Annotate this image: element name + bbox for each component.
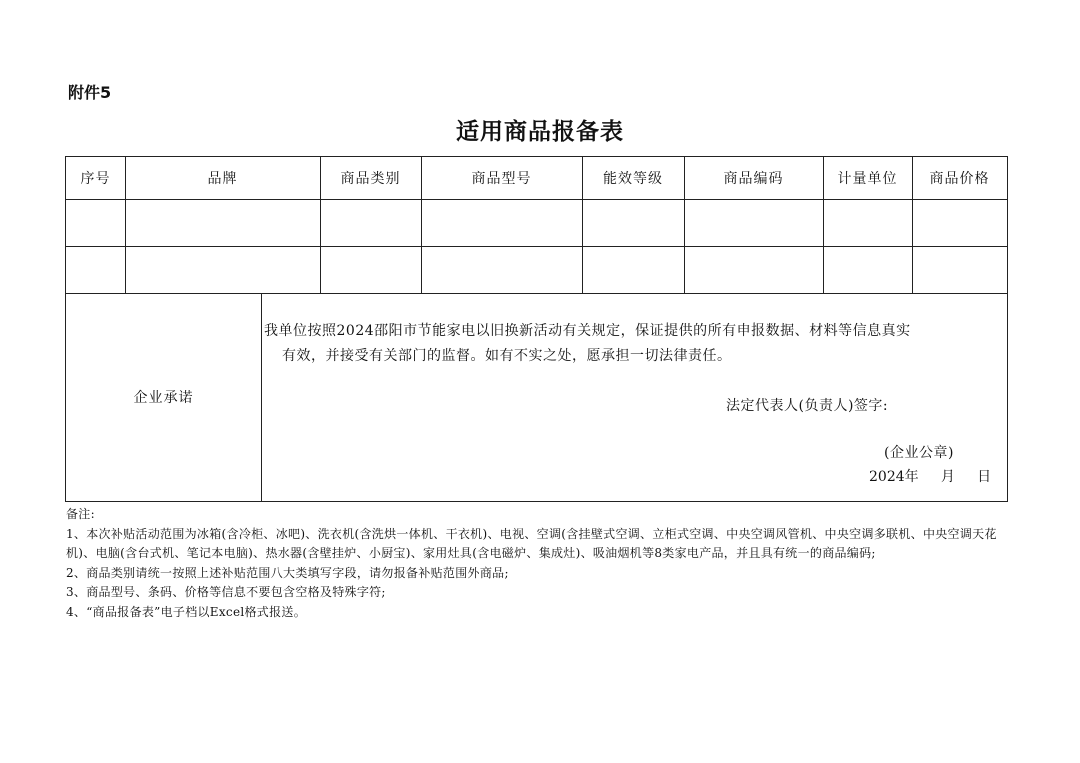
header-index: 序号 [80,171,111,187]
header-price: 商品价格 [929,171,990,187]
header-model: 商品型号 [471,171,532,187]
report-table [65,156,1008,502]
pledge-divider [261,293,262,501]
note-item-4: 4、“商品报备表”电子档以Excel格式报送。 [66,604,306,619]
header-efficiency: 能效等级 [603,171,663,187]
page-title: 适用商品报备表 [456,118,624,145]
seal-label: (企业公章) [884,445,954,461]
note-item-3: 3、商品型号、条码、价格等信息不要包含空格及特殊字符; [66,585,386,599]
row-divider [66,246,1007,247]
date-year: 2024年 [869,469,919,485]
header-code: 商品编码 [723,171,784,187]
notes-heading: 备注: [66,507,95,521]
row-divider [66,199,1007,200]
date-line [869,466,991,486]
signature-label: 法定代表人(负责人)签字: [726,398,889,414]
header-category: 商品类别 [340,171,401,187]
pledge-text [264,319,1006,369]
pledge-label: 企业承诺 [133,390,194,406]
pledge-text-line1: 我单位按照2024邵阳市节能家电以旧换新活动有关规定，保证提供的所有申报数据、材料等信息真实 [264,323,911,339]
header-brand: 品牌 [207,171,238,187]
date-month: 月 [940,469,955,485]
pledge-text-line2: 有效，并接受有关部门的监督。如有不实之处，愿承担一切法律责任。 [282,348,732,364]
attachment-label: 附件5 [68,83,112,102]
notes-section [66,505,1011,622]
note-item-2: 2、商品类别请统一按照上述补贴范围八大类填写字段，请勿报备补贴范围外商品; [66,565,509,580]
note-item-1: 1、本次补贴活动范围为冰箱(含冷柜、冰吧)、洗衣机(含洗烘一体机、干衣机)、电视、空调(含挂壁式空调、立柜式空调、中央空调风管机、中央空调多联机、中央空调天花机)、电脑(含台式机、笔记本电脑)、热水器(含壁挂炉、小厨宝)、家用灶具(含电磁炉、集成灶)、吸油烟机等8类家电产品，并且具有统一的商品编码; [66,526,997,560]
header-unit: 计量单位 [837,171,898,187]
date-day: 日 [977,469,992,485]
